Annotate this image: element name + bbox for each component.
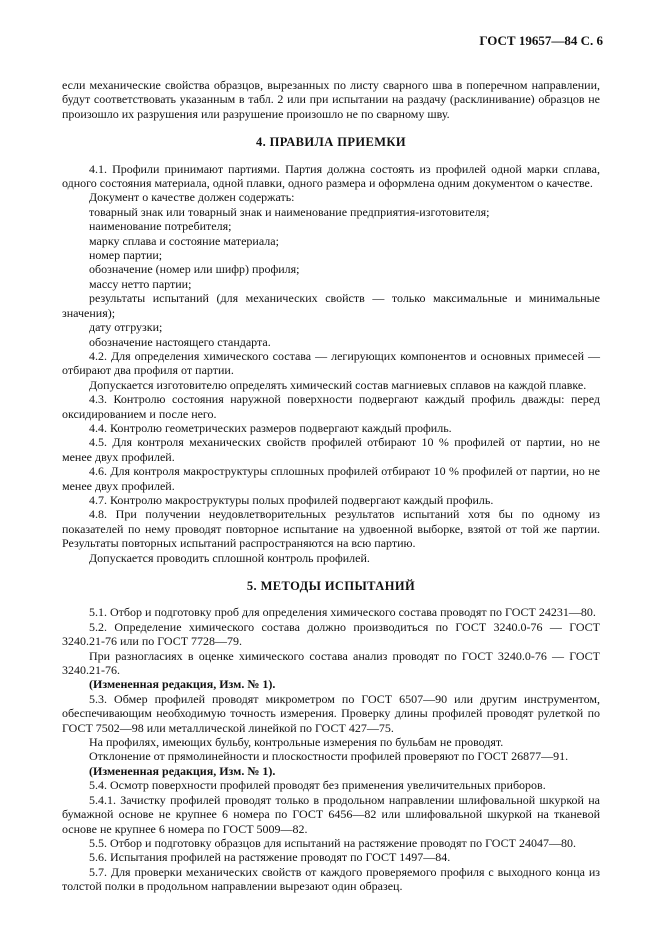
paragraph-4-4: 4.4. Контролю геометрических размеров подвергают каждый профиль. [89, 420, 452, 435]
paragraph-4-2: 4.2. Для определения химического состава — легирующих компонентов и основных примесей — отбирают два профиля от партии. [62, 348, 600, 378]
paragraph-4-7: 4.7. Контролю макроструктуры полых профилей подвергают каждый профиль. [89, 492, 494, 507]
section-4-title: 4. ПРАВИЛА ПРИЕМКИ [255, 135, 407, 150]
document-intro: Документ о качестве должен содержать: [89, 190, 295, 205]
doc-item: наименование потребителя; [89, 219, 232, 234]
amendment-note: (Измененная редакция, Изм. № 1). [89, 763, 276, 778]
paragraph-5-3: 5.3. Обмер профилей проводят микрометром по ГОСТ 6507—90 или другим инструментом, обеспечивающим необходимую точность измерения. Проверку длины профилей проводят рулеткой по ГОСТ 7502—98 или металлической линейкой по ГОСТ 427—75. [62, 691, 600, 735]
doc-item: номер партии; [89, 248, 163, 263]
paragraph-5-7: 5.7. Для проверки механических свойств от каждого проверяемого профиля с выходного конца из толстой полки в продольном направлении вырезают один образец. [62, 864, 600, 894]
paragraph-4-6: 4.6. Для контроля макроструктуры сплошных профилей отбирают 10 % профилей от партии, но не менее двух профилей. [62, 464, 600, 493]
paragraph-4-3: 4.3. Контролю состояния наружной поверхности подвергают каждый профиль дважды: перед оксидированием и после него. [62, 392, 600, 421]
paragraph-5-2-note: При разногласиях в оценке химического состава анализ проводят по ГОСТ 3240.0-76 — ГОСТ 3240.21-76. [62, 648, 600, 678]
paragraph-5-4: 5.4. Осмотр поверхности профилей проводят без применения увеличительных приборов. [89, 778, 546, 793]
paragraph-5-2: 5.2. Определение химического состава должно производиться по ГОСТ 3240.0-76 — ГОСТ 3240.21-76 или по ГОСТ 7728—79. [62, 619, 600, 649]
page-content [62, 78, 600, 894]
doc-item: массу нетто партии; [89, 276, 192, 291]
paragraph-5-3-flatness: Отклонение от прямолинейности и плоскостности профилей проверяют по ГОСТ 26877—91. [89, 749, 569, 764]
section-5-title: 5. МЕТОДЫ ИСПЫТАНИЙ [246, 579, 416, 593]
paragraph-4-5: 4.5. Для контроля механических свойств профилей отбирают 10 % профилей от партии, но не менее двух профилей. [62, 435, 600, 464]
doc-item: обозначение (номер или шифр) профиля; [89, 262, 300, 277]
paragraph-5-1: 5.1. Отбор и подготовку проб для определения химического состава проводят по ГОСТ 24231—80. [89, 605, 596, 620]
paragraph-5-3-bulb: На профилях, имеющих бульбу, контрольные измерения по бульбам не проводят. [89, 735, 504, 750]
doc-item: дату отгрузки; [89, 320, 163, 335]
doc-item: результаты испытаний (для механических свойств — только максимальные и минимальные значения); [62, 291, 600, 320]
amendment-note: (Измененная редакция, Изм. № 1). [89, 677, 276, 692]
paragraph-4-2-note: Допускается изготовителю определять химический состав магниевых сплавов на каждой плавке. [89, 377, 587, 392]
intro-paragraph: если механические свойства образцов, вырезанных по листу сварного шва в поперечном направлении, будут соответствовать указанным в табл. 2 или при испытании на раздачу (расклинивание) образцов не произошло их разрушения или разрушение произошло не по сварному шву. [62, 78, 600, 121]
doc-item: марку сплава и состояние материала; [89, 233, 279, 248]
paragraph-5-4-1: 5.4.1. Зачистку профилей проводят только в продольном направлении шлифовальной шкуркой на бумажной основе не крупнее 6 номера по ГОСТ 6456—82 или шлифовальной шкуркой на тканевой основе не крупнее 6 номера по ГОСТ 5009—82. [62, 792, 600, 836]
doc-item: обозначение настоящего стандарта. [89, 334, 271, 349]
paragraph-4-1: 4.1. Профили принимают партиями. Партия должна состоять из профилей одной марки сплава, одного состояния материала, одной плавки, одного размера и оформлена одним документом о качестве. [62, 161, 600, 191]
doc-item: товарный знак или товарный знак и наименование предприятия-изготовителя; [89, 204, 490, 219]
paragraph-4-8-note: Допускается проводить сплошной контроль профилей. [89, 550, 370, 565]
paragraph-5-6: 5.6. Испытания профилей на растяжение проводят по ГОСТ 1497—84. [89, 850, 451, 865]
paragraph-4-8: 4.8. При получении неудовлетворительных результатов испытаний хотя бы по одному из показателей по нему проводят повторное испытание на удвоенной выборке, взятой от той же партии. Результаты повторных испытаний распространяются на всю партию. [62, 507, 600, 551]
paragraph-5-5: 5.5. Отбор и подготовку образцов для испытаний на растяжение проводят по ГОСТ 24047—80. [89, 835, 576, 850]
page-header: ГОСТ 19657—84 С. 6 [479, 33, 603, 48]
